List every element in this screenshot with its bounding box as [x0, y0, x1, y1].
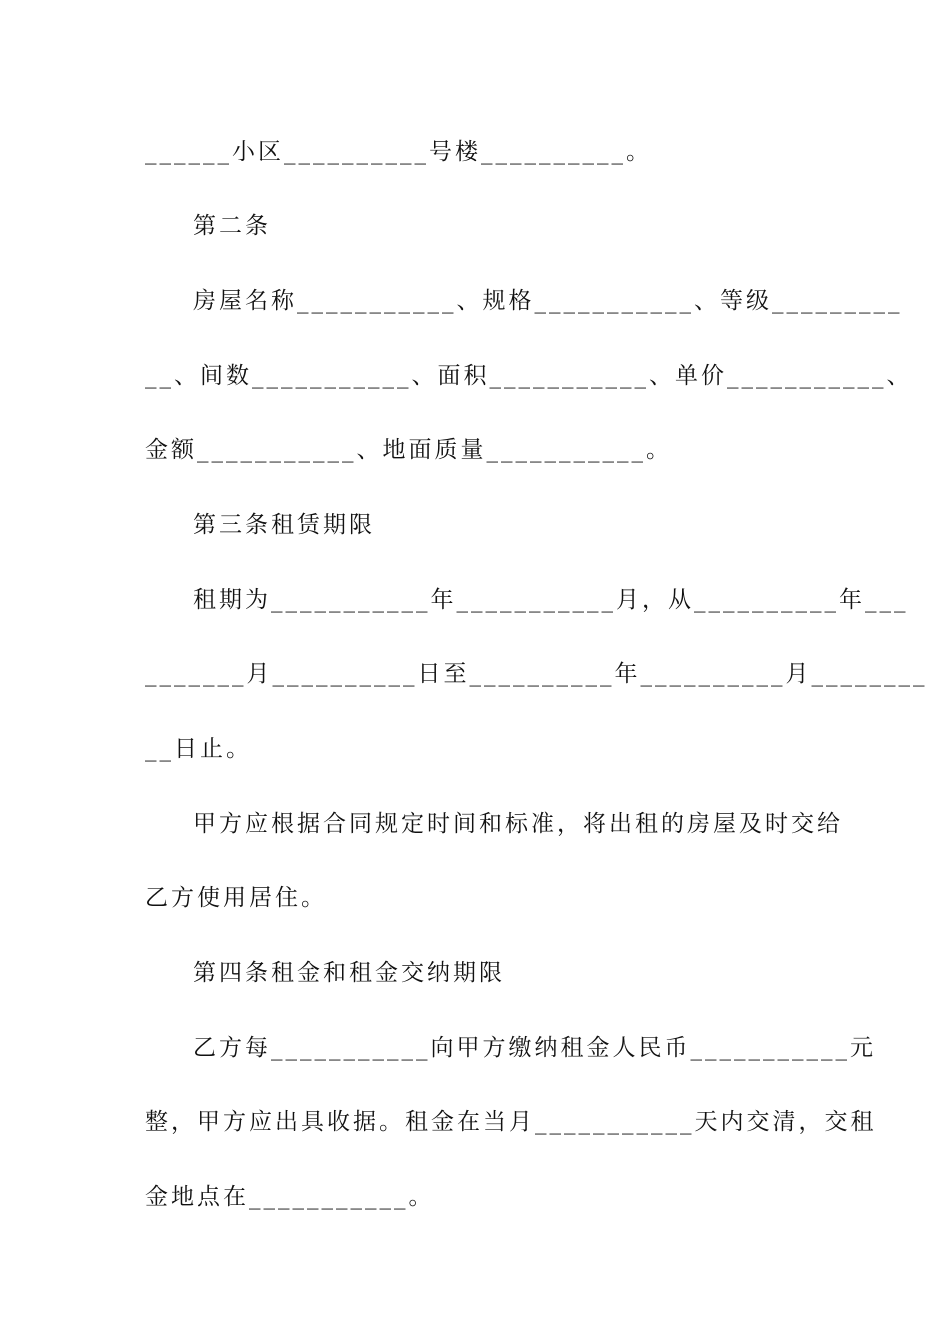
text-line-lease-term: 租期为___________年___________月，从__________年___	[193, 587, 909, 613]
text-line-house-name: 房屋名称___________、规格___________、等级_________	[193, 288, 903, 314]
text-line-address: ______小区__________号楼__________。	[145, 139, 652, 165]
text-line-delivery-cont: 乙方使用居住。	[145, 885, 327, 911]
text-line-receipt: 整，甲方应出具收据。租金在当月___________天内交清，交租	[145, 1109, 877, 1135]
text-line-lease-dates: _______月__________日至__________年__________月________	[145, 661, 928, 687]
article-4-heading: 第四条租金和租金交纳期限	[193, 960, 505, 986]
article-2-heading: 第二条	[193, 213, 271, 239]
text-line-rooms: __、间数___________、面积___________、单价___________、	[145, 363, 913, 389]
text-line-lease-end: __日止。	[145, 736, 252, 762]
text-line-amount: 金额___________、地面质量___________。	[145, 437, 672, 463]
text-line-delivery: 甲方应根据合同规定时间和标准，将出租的房屋及时交给	[193, 811, 843, 837]
text-line-payment-location: 金地点在___________。	[145, 1184, 435, 1210]
text-line-rent-payment: 乙方每___________向甲方缴纳租金人民币___________元	[193, 1035, 876, 1061]
article-3-heading: 第三条租赁期限	[193, 512, 375, 538]
